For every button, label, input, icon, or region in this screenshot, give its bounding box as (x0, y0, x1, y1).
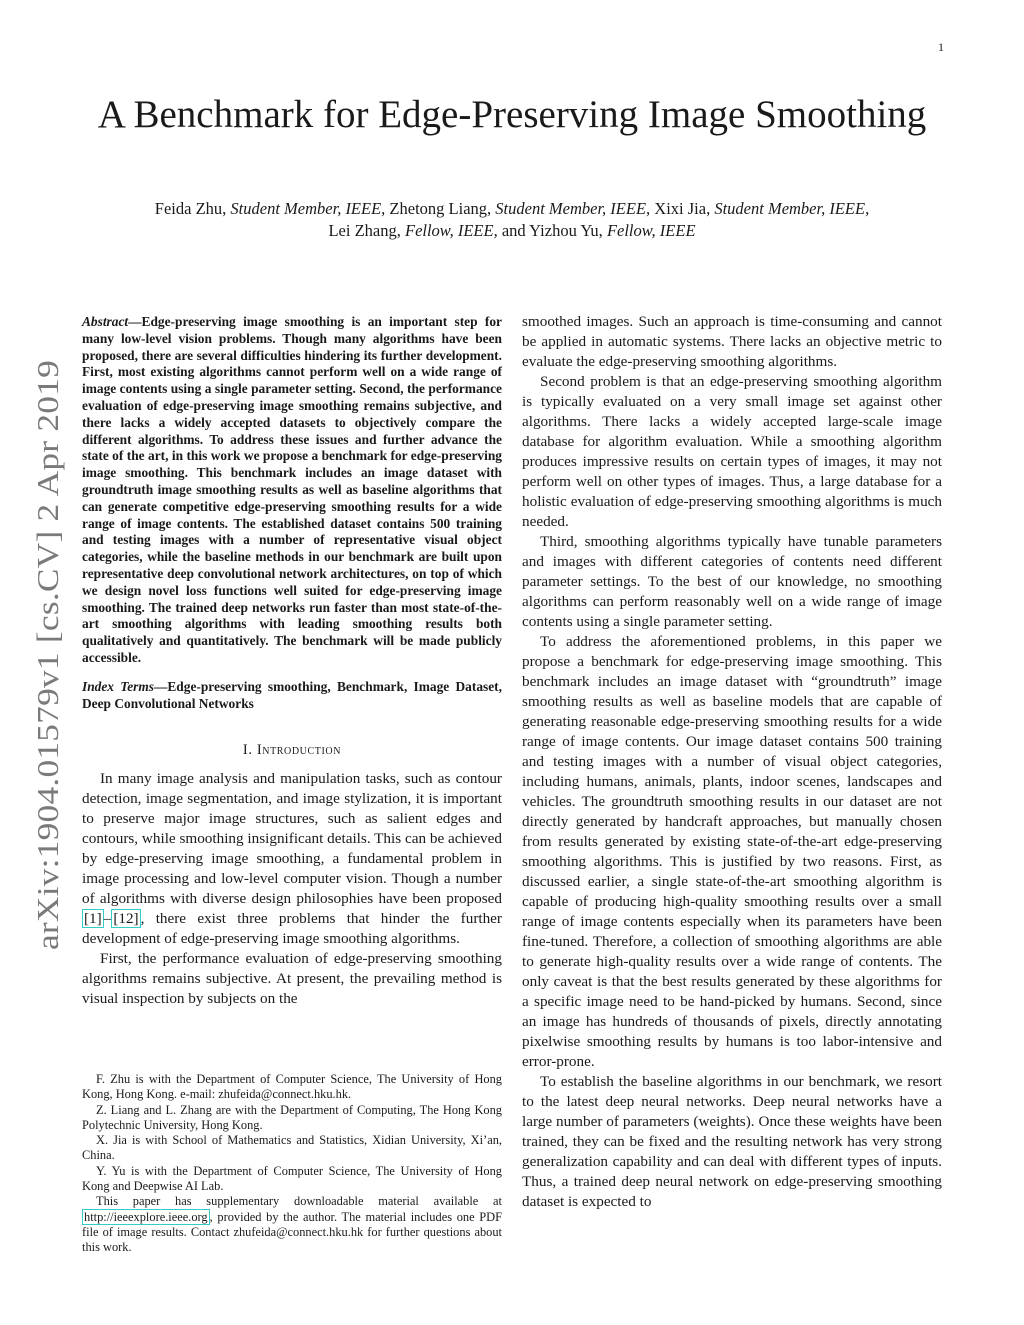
intro-paragraph-2: First, the performance evaluation of edge-preserving smoothing algorithms remains subjective. At present, the prevailing method is visual inspection by subjects on the (82, 950, 502, 1008)
author-line-1 (0, 198, 1024, 220)
citation-dash: – (103, 910, 112, 928)
intro-paragraph-6: To establish the baseline algorithms in our benchmark, we resort to the latest deep neural networks. Deep neural networks have a large number of parameters (weights). Once these weights have been trained, they can be fixed and the resulting network has very strong generalization capability and can deal with different types of inputs. Thus, a trained deep neural network on edge-preserving smoothing dataset is expected to (522, 1073, 942, 1210)
footnote: Y. Yu is with the Department of Computer Science, The University of Hong Kong and Deepwise AI Lab. (82, 1163, 502, 1194)
author-list (0, 198, 1024, 242)
author-name: Zhetong Liang, (389, 199, 492, 218)
paragraph-text: , there exist three problems that hinder the further development of edge-preserving image smoothing algorithms. (82, 910, 502, 948)
left-column (82, 314, 502, 1009)
paper-title-text: A Benchmark for Edge-Preserving Image Smoothing (97, 93, 927, 136)
intro-paragraph-5: To address the aforementioned problems, in this paper we propose a benchmark for edge-preserving image smoothing. This benchmark includes an image dataset with “groundtruth” image smoothing results as well as baseline models that are capable of generating reasonable edge-preserving smoothing results for a wide range of image contents. Our image dataset contains 500 training and testing images with a number of visual object categories, including humans, animals, plants, indoor scenes, landscapes and vehicles. The groundtruth smoothing results in our dataset are not directly generated by handcraft approaches, but manually chosen from results generated by existing state-of-the-art edge-preserving smoothing algorithms. This is justified by two reasons. First, as discussed earlier, a single state-of-the-art smoothing algorithm is capable of producing high-quality smoothing results over a small range of image contents especially when its parameters have been fine-tuned. Therefore, a collection of smoothing algorithms are able to generate high-quality results over a wide range of contents. The only caveat is that the best results generated by these algorithms for a specific image need to be hand-picked by humans. Second, since an image has hundreds of thousands of pixels, directly annotating pixelwise smoothing results by humans is too labor-intensive and error-prone. (522, 633, 942, 1070)
paper-title (0, 90, 1024, 139)
paragraph-text: In many image analysis and manipulation tasks, such as contour detection, image segmentation, and image stylization, it is important to preserve major image structures, such as salient edges and contours, while smoothing insignificant details. This can be achieved by edge-preserving image smoothing, a fundamental problem in image processing and low-level computer vision. Though a number of algorithms with diverse design philosophies have been proposed (82, 770, 502, 908)
author-role: Fellow, IEEE, (404, 221, 498, 240)
index-terms-label: Index Terms (82, 678, 154, 694)
right-column (522, 312, 942, 1212)
author-role: Fellow, IEEE (606, 221, 696, 240)
citation-link[interactable]: [12] (113, 910, 139, 928)
intro-paragraph-2-continued: smoothed images. Such an approach is time-consuming and cannot be applied in automatic systems. There lacks an objective metric to evaluate the edge-preserving smoothing algorithms. (522, 313, 942, 370)
section-heading (82, 742, 502, 759)
page-number: 1 (938, 40, 944, 54)
author-role: Student Member, IEEE, (714, 199, 870, 218)
citation-link[interactable]: [1] (84, 910, 102, 928)
footnote: X. Jia is with School of Mathematics and Statistics, Xidian University, Xi’an, China. (82, 1133, 502, 1163)
section-numeral: I. (242, 742, 253, 759)
arxiv-stamp (18, 360, 70, 950)
author-line-2 (0, 220, 1024, 242)
index-terms: Index Terms—Edge-preserving smoothing, Benchmark, Image Dataset, Deep Convolutional Networks (82, 678, 502, 711)
abstract-label: Abstract (82, 314, 129, 329)
author-name: Xixi Jia, (654, 199, 711, 218)
footnote: Z. Liang and L. Zhang are with the Department of Computing, The Hong Kong Polytechnic University, Hong Kong. (82, 1102, 502, 1132)
author-role: Student Member, IEEE, (230, 199, 386, 218)
index-terms-text: Edge-preserving smoothing, Benchmark, Image Dataset, Deep Convolutional Networks (82, 678, 502, 711)
author-name: and Yizhou Yu, (501, 221, 603, 240)
intro-paragraph-4: Third, smoothing algorithms typically have tunable parameters and images with different categories of contents need different parameter settings. To the best of our knowledge, no smoothing algorithms can perform reasonably well on a wide range of image contents using a single parameter setting. (522, 533, 942, 630)
ieeexplore-link[interactable]: http://ieeexplore.ieee.org (84, 1209, 208, 1224)
abstract-text: Edge-preserving image smoothing is an important step for many low-level vision problems. Though many algorithms have been proposed, there are several difficulties hindering its further development. First, most existing algorithms cannot perform well on a wide range of image contents using a single parameter setting. Second, the performance evaluation of edge-preserving image smoothing remains subjective, and there lacks a widely accepted datasets to objectively compare the different algorithms. To address these issues and further advance the state of the art, in this work we propose a benchmark for edge-preserving image smoothing. This benchmark includes an image dataset with groundtruth image smoothing results as well as baseline algorithms that can generate competitive edge-preserving smoothing results for a wide range of image contents. The established dataset contains 500 training and testing images with a number of representative visual object categories, while the baseline methods in our benchmark are built upon representative deep convolutional network architectures, on top of which we design novel loss functions well suited for edge-preserving image smoothing. The trained deep networks run faster than most state-of-the-art smoothing algorithms with leading smoothing results both qualitatively and quantitatively. The benchmark will be made publicly accessible. (82, 314, 502, 665)
intro-paragraph-3: Second problem is that an edge-preserving smoothing algorithm is typically evaluated on a very small image set against other algorithms. There lacks a widely accepted large-scale image database for algorithm evaluation. While a smoothing algorithm produces impressive results on certain types of images, it may not perform well on other types of images. Thus, a large database for a holistic evaluation of edge-preserving smoothing algorithms is much needed. (522, 373, 942, 530)
footnote-text: This paper has supplementary downloadable material available at (96, 1194, 502, 1209)
intro-paragraph-1 (82, 769, 502, 949)
author-name: Lei Zhang, (328, 221, 401, 240)
arxiv-stamp-text: arXiv:1904.01579v1 [cs.CV] 2 Apr 2019 (30, 432, 65, 950)
abstract: Abstract—Edge-preserving image smoothing is an important step for many low-level vision problems. Though many algorithms have been proposed, there are several difficulties hindering its further development. First, most existing algorithms cannot perform well on a wide range of image contents using a single parameter setting. Second, the performance evaluation of edge-preserving image smoothing remains subjective, and there lacks a widely accepted datasets to objectively compare the different algorithms. To address these issues and further advance the state of the art, in this work we propose a benchmark for edge-preserving image smoothing. This benchmark includes an image dataset with groundtruth image smoothing results as well as baseline algorithms that can generate competitive edge-preserving smoothing results for a wide range of image contents. The established dataset contains 500 training and testing images with a number of representative visual object categories, while the baseline methods in our benchmark are built upon representative deep convolutional network architectures, on top of which we design novel loss functions well suited for edge-preserving image smoothing. The trained deep networks run faster than most state-of-the-art smoothing algorithms with leading smoothing results both qualitatively and quantitatively. The benchmark will be made publicly accessible. (82, 314, 502, 665)
footnote: F. Zhu is with the Department of Computer Science, The University of Hong Kong, Hong Kong. e-mail: zhufeida@connect.hku.hk. (82, 1072, 502, 1102)
footnote (82, 1194, 502, 1255)
footnotes (82, 1072, 502, 1256)
section-title: Introduction (256, 742, 342, 759)
author-name: Feida Zhu, (154, 199, 227, 218)
author-role: Student Member, IEEE, (495, 199, 651, 218)
footnote-text: , provided by the author. The material includes one PDF file of image results. Contact zhufeida@connect.hku.hk for further questions about this work. (82, 1209, 502, 1255)
